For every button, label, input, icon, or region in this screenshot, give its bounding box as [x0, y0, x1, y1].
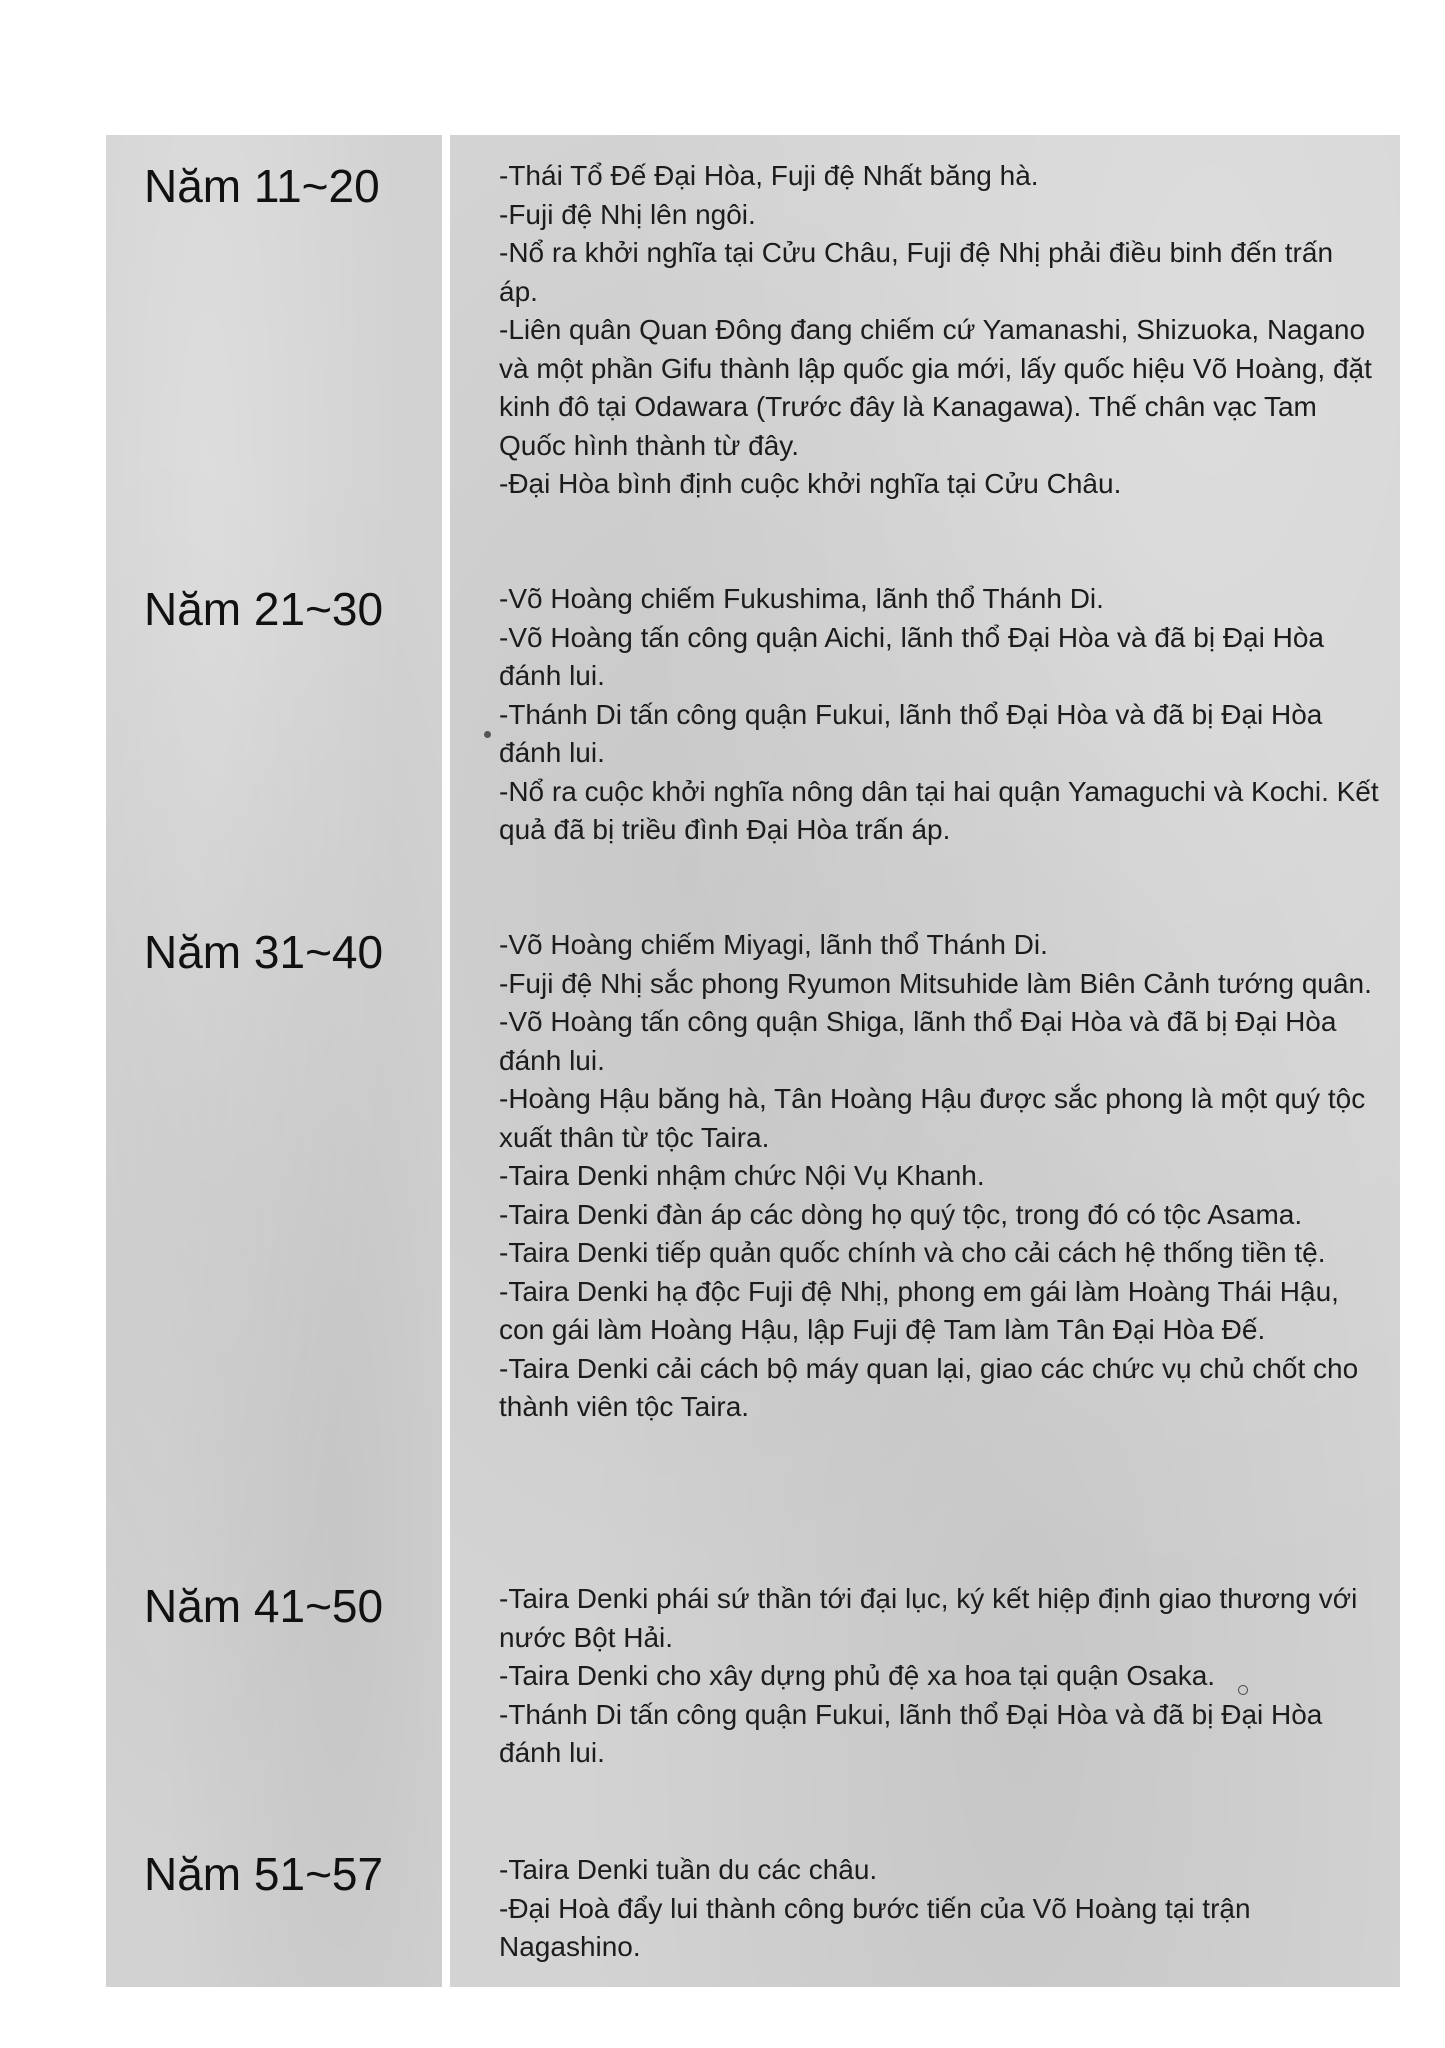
- event-item: -Thánh Di tấn công quận Fukui, lãnh thổ Đại Hòa và đã bị Đại Hòa đánh lui.: [499, 698, 1323, 768]
- event-item: -Đại Hòa bình định cuộc khởi nghĩa tại Cửu Châu.: [499, 468, 1122, 499]
- event-list: [499, 1851, 1379, 1967]
- event-item: -Võ Hoàng tấn công quận Shiga, lãnh thổ Đại Hòa và đã bị Đại Hòa đánh lui.: [499, 1006, 1337, 1076]
- event-item: -Hoàng Hậu băng hà, Tân Hoàng Hậu được sắc phong là một quý tộc xuất thân từ tộc Taira.: [499, 1083, 1366, 1153]
- event-item: -Võ Hoàng tấn công quận Aichi, lãnh thổ Đại Hòa và đã bị Đại Hòa đánh lui.: [499, 621, 1324, 691]
- event-item: -Võ Hoàng chiếm Miyagi, lãnh thổ Thánh Di.: [499, 929, 1048, 960]
- period-label: Năm 31~40: [144, 926, 384, 978]
- period-label: Năm 21~30: [144, 583, 384, 635]
- event-item: -Taira Denki cải cách bộ máy quan lại, giao các chức vụ chủ chốt cho thành viên tộc Taira.: [499, 1352, 1359, 1422]
- event-item: -Taira Denki tiếp quản quốc chính và cho cải cách hệ thống tiền tệ.: [499, 1237, 1326, 1268]
- event-item: -Thái Tổ Đế Đại Hòa, Fuji đệ Nhất băng hà.: [499, 160, 1039, 191]
- event-list: [499, 157, 1379, 504]
- event-item: -Taira Denki tuần du các châu.: [499, 1854, 878, 1885]
- event-item: -Taira Denki đàn áp các dòng họ quý tộc, trong đó có tộc Asama.: [499, 1198, 1303, 1230]
- event-list: [499, 926, 1379, 1427]
- event-item: -Taira Denki cho xây dựng phủ đệ xa hoa tại quận Osaka.: [499, 1660, 1216, 1691]
- event-list: [499, 1580, 1379, 1773]
- event-item: -Fuji đệ Nhị sắc phong Ryumon Mitsuhide làm Biên Cảnh tướng quân.: [499, 967, 1372, 999]
- event-item: -Võ Hoàng chiếm Fukushima, lãnh thổ Thánh Di.: [499, 583, 1104, 614]
- period-label: Năm 51~57: [144, 1848, 384, 1900]
- event-item: -Taira Denki nhậm chức Nội Vụ Khanh.: [499, 1160, 985, 1191]
- period-label: Năm 41~50: [144, 1580, 384, 1632]
- event-item: -Taira Denki phái sứ thần tới đại lục, ký kết hiệp định giao thương với nước Bột Hải.: [499, 1583, 1358, 1653]
- event-item: -Thánh Di tấn công quận Fukui, lãnh thổ Đại Hòa và đã bị Đại Hòa đánh lui.: [499, 1698, 1323, 1768]
- period-label: Năm 11~20: [144, 160, 380, 212]
- event-item: -Fuji đệ Nhị lên ngôi.: [499, 198, 756, 230]
- period-column: [106, 135, 442, 1987]
- event-item: -Đại Hoà đẩy lui thành công bước tiến của Võ Hoàng tại trận Nagashino.: [499, 1892, 1251, 1962]
- event-item: -Taira Denki hạ độc Fuji đệ Nhị, phong em gái làm Hoàng Thái Hậu, con gái làm Hoàng Hậu, lập Fuji đệ Tam làm Tân Đại Hòa Đế.: [499, 1275, 1339, 1345]
- event-item: -Nổ ra khởi nghĩa tại Cửu Châu, Fuji đệ Nhị phải điều binh đến trấn áp.: [499, 237, 1334, 307]
- event-list: [499, 580, 1379, 850]
- event-item: -Liên quân Quan Đông đang chiếm cứ Yamanashi, Shizuoka, Nagano và một phần Gifu thành lập quốc gia mới, lấy quốc hiệu Võ Hoàng, đặt kinh đô tại Odawara (Trước đây là Kanagawa). Thế chân vạc Tam Quốc hình thành từ đây.: [499, 314, 1372, 461]
- paper-speck: [484, 731, 491, 738]
- event-item: -Nổ ra cuộc khởi nghĩa nông dân tại hai quận Yamaguchi và Kochi. Kết quả đã bị triều đình Đại Hòa trấn áp.: [499, 775, 1379, 845]
